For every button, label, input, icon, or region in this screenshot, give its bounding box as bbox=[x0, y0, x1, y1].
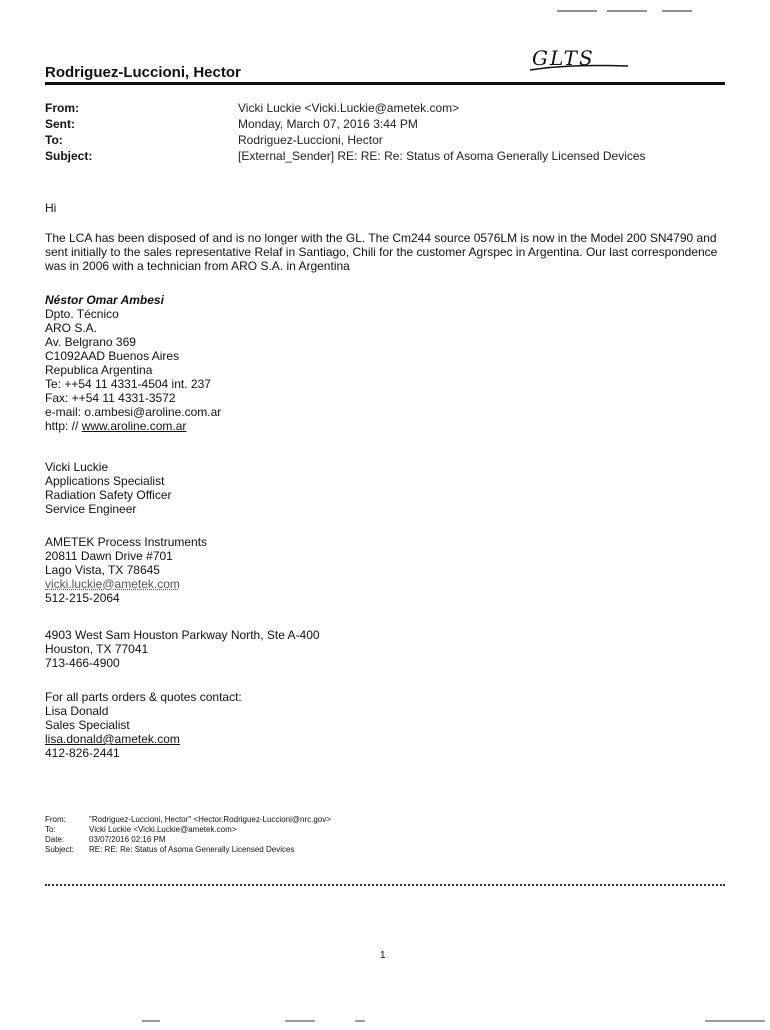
header-to-row bbox=[45, 132, 646, 148]
aro-contact-line: e-mail: o.ambesi@aroline.com.ar bbox=[45, 405, 222, 419]
fwd-from-row bbox=[45, 815, 331, 825]
fwd-to-label: To: bbox=[45, 825, 56, 834]
to-value: Rodriguez-Luccioni, Hector bbox=[238, 133, 383, 147]
to-label: To: bbox=[45, 133, 63, 147]
mailbox-owner-name: Rodriguez-Luccioni, Hector bbox=[45, 64, 241, 81]
fwd-from-label: From: bbox=[45, 815, 66, 824]
sent-label: Sent: bbox=[45, 117, 75, 131]
aro-contact-line: Dpto. Técnico bbox=[45, 307, 119, 321]
fwd-subject-row bbox=[45, 845, 331, 855]
message-paragraph: The LCA has been disposed of and is no longer with the GL. The Cm244 source 0576LM is now in the Model 200 SN4790 and sent initially to the sales representative Relaf in Santiago, Chili for the customer Agrspec in Argentina. Our last correspondence was in 2006 with a technician from ARO S.A. in Argentina bbox=[45, 231, 718, 273]
company-line: 20811 Dawn Drive #701 bbox=[45, 549, 173, 563]
aro-contact-block bbox=[45, 293, 221, 433]
forwarded-header bbox=[45, 815, 331, 855]
forward-divider bbox=[45, 884, 725, 886]
houston-line: 4903 West Sam Houston Parkway North, Ste A-400 bbox=[45, 628, 320, 642]
company-line: AMETEK Process Instruments bbox=[45, 535, 208, 549]
company-address-block bbox=[45, 535, 207, 605]
aro-web-link[interactable]: www.aroline.com.ar bbox=[81, 419, 187, 433]
aro-contact-line: Te: ++54 11 4331-4504 int. 237 bbox=[45, 377, 211, 391]
header-sent-row bbox=[45, 116, 646, 132]
fwd-subject-value: RE: RE: Re: Status of Asoma Generally Licensed Devices bbox=[89, 845, 295, 854]
signature-line: Vicki Luckie bbox=[45, 460, 109, 474]
company-email-link[interactable]: vicki.luckie@ametek.com bbox=[45, 577, 180, 591]
fwd-to-row bbox=[45, 825, 331, 835]
houston-line: 713-466-4900 bbox=[45, 656, 120, 670]
aro-contact-line: ARO S.A. bbox=[45, 321, 98, 335]
fwd-date-value: 03/07/2016 02:16 PM bbox=[89, 835, 166, 844]
aro-contact-line: Av. Belgrano 369 bbox=[45, 335, 136, 349]
parts-phone: 412-826-2441 bbox=[45, 746, 120, 760]
scan-artifact-top bbox=[557, 0, 697, 3]
header-rule bbox=[45, 82, 725, 85]
company-line: Lago Vista, TX 78645 bbox=[45, 563, 160, 577]
parts-line: Lisa Donald bbox=[45, 704, 109, 718]
aro-contact-line: Fax: ++54 11 4331-3572 bbox=[45, 391, 176, 405]
fwd-date-row bbox=[45, 835, 331, 845]
fwd-from-value: "Rodriguez-Luccioni, Hector" <Hector.Rodriguez-Luccioni@nrc.gov> bbox=[89, 815, 331, 824]
from-value: Vicki Luckie <Vicki.Luckie@ametek.com> bbox=[238, 101, 460, 115]
aro-web-prefix: http: // bbox=[45, 419, 82, 433]
houston-line: Houston, TX 77041 bbox=[45, 642, 149, 656]
handwritten-stamp bbox=[528, 44, 634, 74]
from-label: From: bbox=[45, 101, 79, 115]
signature-line: Service Engineer bbox=[45, 502, 137, 516]
scan-artifact-bottom bbox=[0, 1012, 770, 1020]
sent-value: Monday, March 07, 2016 3:44 PM bbox=[238, 117, 418, 131]
parts-line: For all parts orders & quotes contact: bbox=[45, 690, 242, 704]
subject-value: [External_Sender] RE: RE: Re: Status of Asoma Generally Licensed Devices bbox=[238, 149, 646, 163]
parts-email-link[interactable]: lisa.donald@ametek.com bbox=[45, 732, 180, 746]
fwd-date-label: Date: bbox=[45, 835, 65, 844]
greeting: Hi bbox=[45, 201, 57, 215]
parts-contact-block bbox=[45, 690, 242, 760]
signature-block bbox=[45, 460, 172, 516]
aro-contact-line: C1092AAD Buenos Aires bbox=[45, 349, 180, 363]
company-phone: 512-215-2064 bbox=[45, 591, 120, 605]
houston-address-block bbox=[45, 628, 320, 670]
signature-line: Radiation Safety Officer bbox=[45, 488, 172, 502]
email-header-fields bbox=[45, 100, 646, 164]
page-number: 1 bbox=[380, 950, 386, 961]
aro-web-line bbox=[45, 419, 221, 433]
aro-contact-name: Néstor Omar Ambesi bbox=[45, 293, 164, 307]
aro-contact-line: Republica Argentina bbox=[45, 363, 153, 377]
parts-line: Sales Specialist bbox=[45, 718, 130, 732]
stamp-text: GLTS bbox=[532, 46, 595, 70]
subject-label: Subject: bbox=[45, 149, 93, 163]
fwd-subject-label: Subject: bbox=[45, 845, 74, 854]
header-from-row bbox=[45, 100, 646, 116]
signature-line: Applications Specialist bbox=[45, 474, 165, 488]
header-subject-row bbox=[45, 148, 646, 164]
fwd-to-value: Vicki Luckie <Vicki.Luckie@ametek.com> bbox=[89, 825, 237, 834]
